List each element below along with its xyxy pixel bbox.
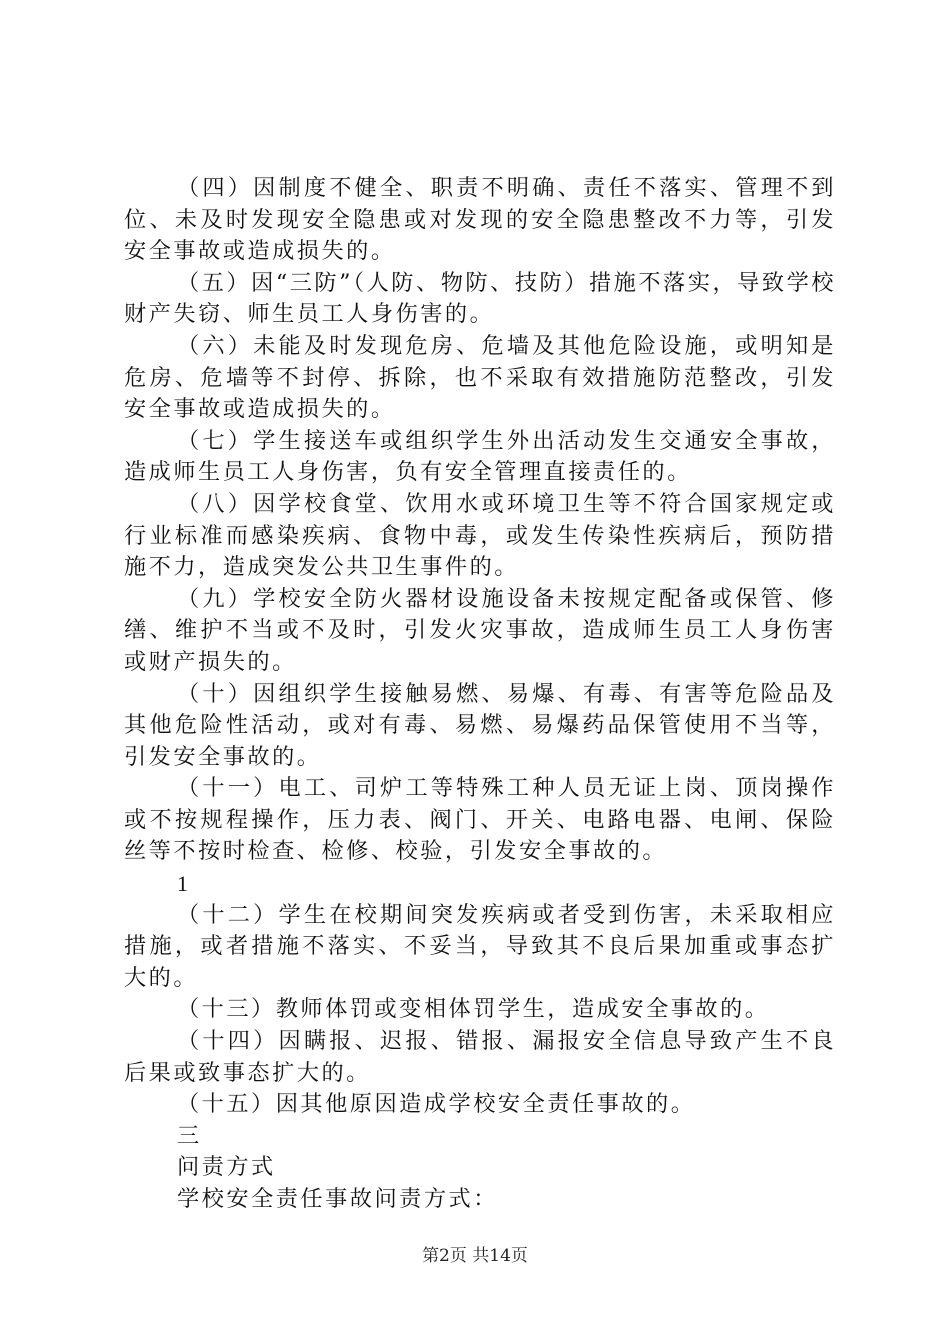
document-body	[124, 173, 836, 1216]
section-intro: 学校安全责任事故问责方式：	[177, 1186, 498, 1212]
paragraph-item-5: （五）因“三防”（人防、物防、技防）措施不落实，导致学校财产失窃、师生员工人身伤害的。	[124, 269, 836, 328]
paragraph-item-6: （六）未能及时发现危房、危墙及其他危险设施，或明知是危房、危墙等不封停、拆除，也不采取有效措施防范整改，引发安全事故或造成损失的。	[124, 332, 836, 423]
paragraph-item-13: （十三）教师体罚或变相体罚学生，造成安全事故的。	[177, 996, 770, 1023]
paragraph-item-7: （七）学生接送车或组织学生外出活动发生交通安全事故，造成师生员工人身伤害，负有安全管理直接责任的。	[124, 427, 836, 486]
paragraph-item-10: （十）因组织学生接触易燃、易爆、有毒、有害等危险品及其他危险性活动，或对有毒、易燃、易爆药品保管使用不当等，引发安全事故的。	[124, 680, 836, 770]
section-number: 三	[177, 1122, 202, 1149]
inline-page-marker: 1	[177, 871, 188, 897]
paragraph-item-4: （四）因制度不健全、职责不明确、责任不落实、管理不到位、未及时发现安全隐患或对发现的安全隐患整改不力等，引发安全事故或造成损失的。	[124, 175, 836, 265]
paragraph-item-15: （十五）因其他原因造成学校安全责任事故的。	[177, 1091, 696, 1118]
page-footer: 第2页 共14页	[422, 1246, 528, 1266]
paragraph-item-11: （十一）电工、司炉工等特殊工种人员无证上岗、顶岗操作或不按规程操作，压力表、阀门、开关、电路电器、电闸、保险丝等不按时检查、检修、校验，引发安全事故的。	[124, 775, 836, 865]
paragraph-item-12: （十二）学生在校期间突发疾病或者受到伤害，未采取相应措施，或者措施不落实、不妥当，导致其不良后果加重或事态扩大的。	[124, 901, 836, 991]
section-title: 问责方式	[177, 1154, 276, 1181]
paragraph-item-14: （十四）因瞒报、迟报、错报、漏报安全信息导致产生不良后果或致事态扩大的。	[124, 1028, 836, 1086]
paragraph-item-8: （八）因学校食堂、饮用水或环境卫生等不符合国家规定或行业标准而感染疾病、食物中毒，或发生传染性疾病后，预防措施不力，造成突发公共卫生事件的。	[124, 490, 836, 581]
paragraph-item-9: （九）学校安全防火器材设施设备未按规定配备或保管、修缮、维护不当或不及时，引发火灾事故，造成师生员工人身伤害或财产损失的。	[124, 585, 836, 675]
